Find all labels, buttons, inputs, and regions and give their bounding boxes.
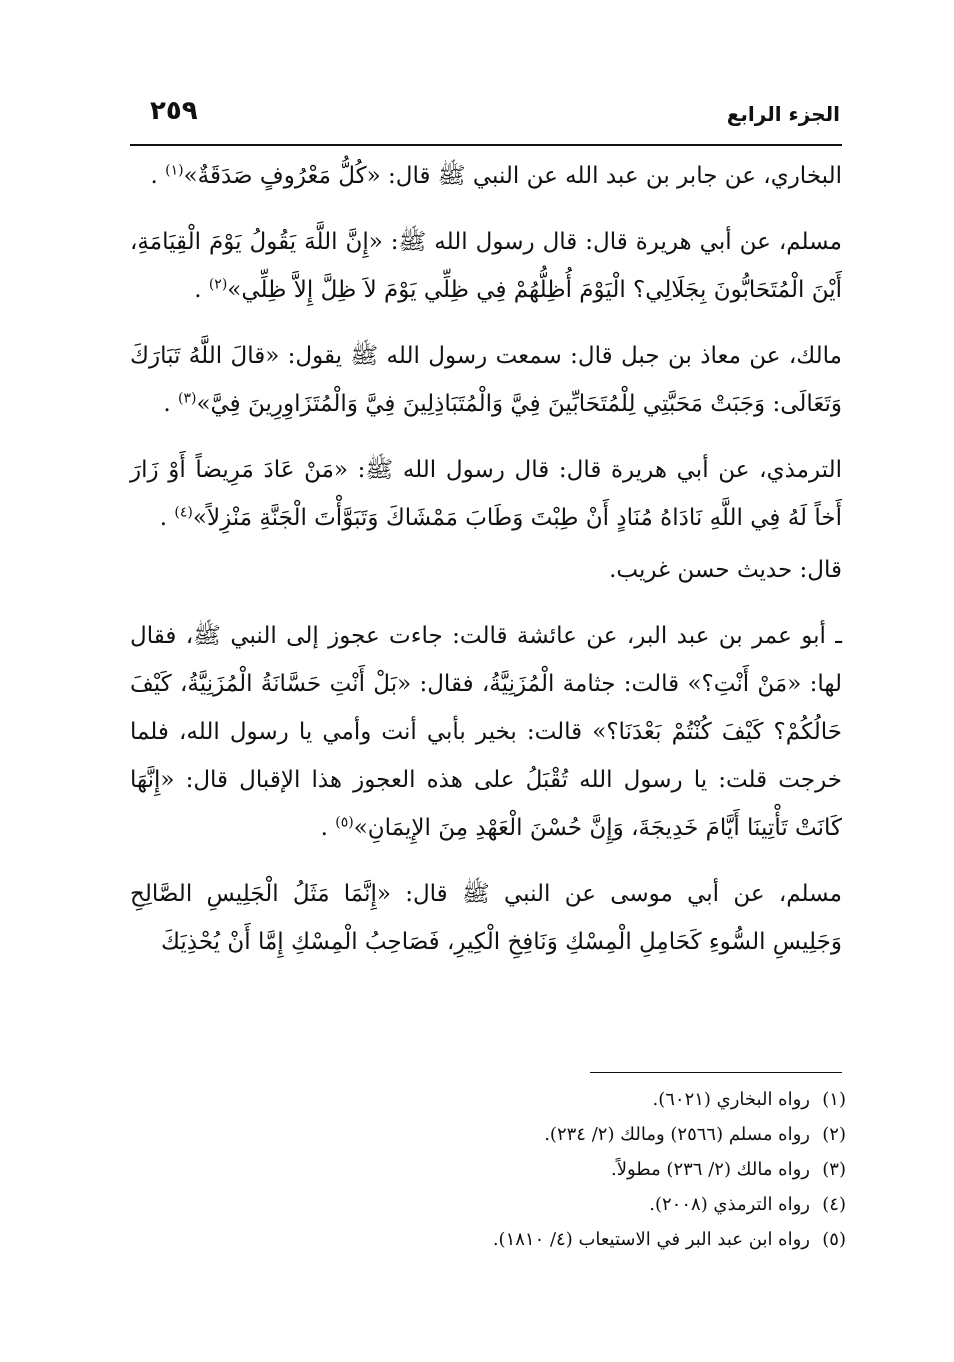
paragraph-text: مالك، عن معاذ بن جبل قال: سمعت رسول الله ﷺ يقول: «قالَ اللَّهُ تَبَارَكَ وَتَعَالَى: وَجَبَتْ مَحَبَّتِي لِلْمُتَحَابِّينَ فِيَّ وَالْمُتَبَاذِلِينَ فِيَّ وَالْمُتَزَاوِرِينَ فِيَّ» [130,343,842,417]
paragraph-end: . [150,163,166,189]
paragraph-4 [130,446,842,542]
footnote-item [286,1082,846,1117]
footnote-ref: (١) [165,162,184,179]
footnote-number: (١) [822,1089,846,1110]
footnote-item [286,1187,846,1222]
footnote-number: (٥) [822,1229,846,1250]
footnote-text: رواه مالك (٢/ ٢٣٦) مطولاً. [611,1159,810,1180]
footnote-ref: (٣) [177,390,197,407]
paragraph-2 [130,218,842,314]
footnote-text: رواه ابن عبد البر في الاستيعاب (٤/ ١٨١٠). [492,1229,810,1250]
footnote-text: رواه مسلم (٢٥٦٦) ومالك (٢/ ٢٣٤). [544,1124,810,1145]
footnote-text: رواه الترمذي (٢٠٠٨). [649,1194,810,1215]
footnote-text: رواه البخاري (٦٠٢١). [652,1089,810,1110]
header-divider [130,144,842,146]
footnote-divider [590,1072,842,1073]
page-number: ٢٥٩ [150,96,198,126]
footnote-ref: (٢) [208,276,228,293]
paragraph-6 [130,612,842,852]
footnote-ref: (٥) [335,814,354,831]
paragraph-end: . [194,277,209,303]
footnote-number: (٤) [822,1194,846,1215]
footnote-number: (٢) [822,1124,846,1145]
paragraph-text: قال: حديث حسن غريب. [609,557,842,583]
paragraph-text: البخاري، عن جابر بن عبد الله عن النبي ﷺ قال: «كُلُّ مَعْرُوفٍ صَدَقَةٌ» [183,163,842,189]
footnote-item [286,1222,846,1257]
footnote-item [286,1117,846,1152]
footnote-number: (٣) [822,1159,846,1180]
paragraph-end: . [320,815,336,841]
footnotes-list [286,1082,846,1257]
paragraph-1 [130,152,842,200]
footnote-item [286,1152,846,1187]
paragraph-7 [130,870,842,966]
paragraph-5 [130,546,842,594]
main-text [130,152,842,984]
running-title: الجزء الرابع [726,102,840,126]
paragraph-text: ـ أبو عمر بن عبد البر، عن عائشة قالت: جاءت عجوز إلى النبي ﷺ، فقال لها: «مَنْ أَنْتِ؟» قالت: جثامة الْمُزَنِيَّةُ، فقال: «بَلْ أَنْتِ حَسَّانَةُ الْمُزَنِيَّةُ، كَيْفَ حَالُكُمْ؟ كَيْفَ كُنْتُمْ بَعْدَنَا؟» قالت: بخير بأبي أنت وأمي يا رسول الله، فلما خرجت قلت: يا رسول الله تُقْبَلُ على هذه العجوز هذا الإقبال قال: «إِنَّهَا كَانَتْ تَأْتِينَا أَيَّامَ خَدِيجَةَ، وَإِنَّ حُسْنَ الْعَهْدِ مِنَ الإِيمَانِ» [130,623,842,841]
paragraph-text: مسلم، عن أبي موسى عن النبي ﷺ قال: «إِنَّمَا مَثَلُ الْجَلِيسِ الصَّالِحِ وَجَلِيسِ السُّوءِ كَحَامِلِ الْمِسْكِ وَنَافِخِ الْكِيرِ، فَصَاحِبُ الْمِسْكِ إِمَّا أَنْ يُحْذِيَكَ [130,881,842,955]
paragraph-text: مسلم، عن أبي هريرة قال: قال رسول الله ﷺ: «إِنَّ اللَّهَ يَقُولُ يَوْمَ الْقِيَامَةِ، أَيْنَ الْمُتَحَابُّونَ بِجَلَالِي؟ الْيَوْمَ أُظِلُّهُمْ فِي ظِلِّي يَوْمَ لاَ ظِلَّ إِلاَّ ظِلِّي» [130,229,842,303]
paragraph-end: . [159,505,175,531]
paragraph-3 [130,332,842,428]
paragraph-text: الترمذي، عن أبي هريرة قال: قال رسول الله ﷺ: «مَنْ عَادَ مَرِيضاً أَوْ زَارَ أَخاً لَهُ فِي اللَّهِ نَادَاهُ مُنَادٍ أَنْ طِبْتَ وَطَابَ مَمْشَاكَ وَتَبَوَّأْتَ الْجَنَّةِ مَنْزِلاً» [130,457,842,531]
page-header [130,96,840,136]
footnote-ref: (٤) [174,504,193,521]
paragraph-end: . [163,391,178,417]
